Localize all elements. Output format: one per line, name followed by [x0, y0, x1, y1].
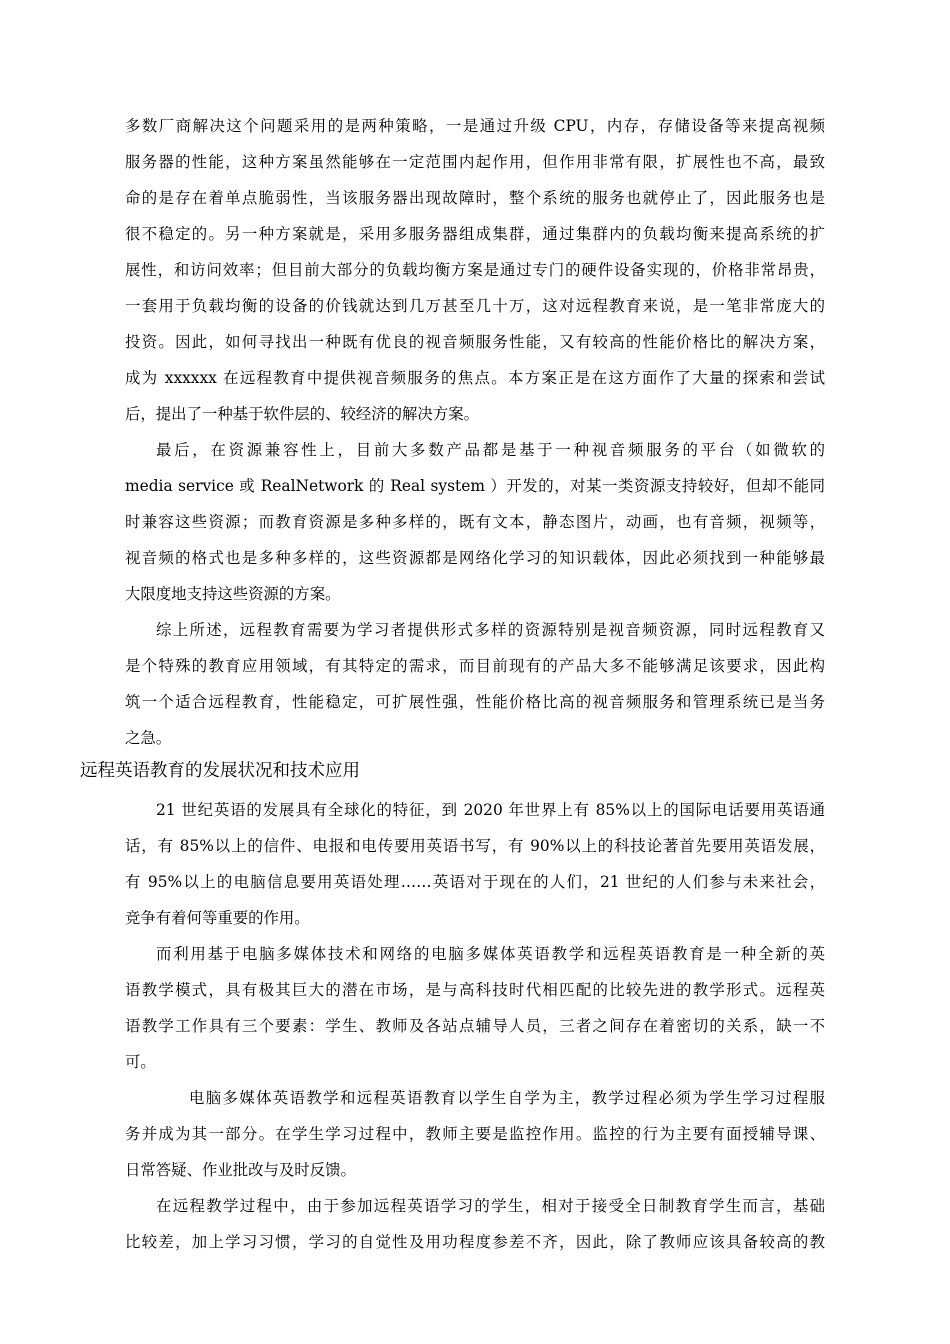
text-line: 电脑多媒体英语教学和远程英语教育以学生自学为主，教学过程必须为学生学习过程服	[189, 1089, 825, 1107]
text-line: media service 或 RealNetwork 的 Real system ）开发的，对某一类资源支持较好，但却不能同	[125, 477, 825, 495]
text-line: 之急。	[125, 729, 172, 747]
text-line: 多数厂商解决这个问题采用的是两种策略，一是通过升级 CPU，内存，存储设备等来提高视频	[125, 117, 825, 135]
text-line: 筑一个适合远程教育，性能稳定，可扩展性强，性能价格比高的视音频服务和管理系统已是当务	[125, 693, 825, 711]
text-line: 而利用基于电脑多媒体技术和网络的电脑多媒体英语教学和远程英语教育是一种全新的英	[156, 945, 825, 963]
text-line: 很不稳定的。另一种方案就是，采用多服务器组成集群，通过集群内的负载均衡来提高系统的扩	[125, 225, 825, 243]
text-line: 语教学工作具有三个要素：学生、教师及各站点辅导人员，三者之间存在着密切的关系，缺一不	[125, 1017, 825, 1035]
text-line: 最后，在资源兼容性上，目前大多数产品都是基于一种视音频服务的平台（如微软的	[156, 441, 825, 459]
text-line: 时兼容这些资源；而教育资源是多种多样的，既有文本，静态图片，动画，也有音频，视频等，	[125, 513, 825, 531]
text-line: 在远程教学过程中，由于参加远程英语学习的学生，相对于接受全日制教育学生而言，基础	[156, 1197, 825, 1215]
text-line: 命的是存在着单点脆弱性，当该服务器出现故障时，整个系统的服务也就停止了，因此服务也是	[125, 189, 825, 207]
section-heading: 远程英语教育的发展状况和技术应用	[80, 761, 360, 781]
text-line: 有 95%以上的电脑信息要用英语处理……英语对于现在的人们，21 世纪的人们参与未来社会，	[125, 873, 825, 891]
text-line: 服务器的性能，这种方案虽然能够在一定范围内起作用，但作用非常有限，扩展性也不高，最致	[125, 153, 825, 171]
text-line: 是个特殊的教育应用领域，有其特定的需求，而目前现有的产品大多不能够满足该要求，因此构	[125, 657, 825, 675]
text-line: 成为 xxxxxx 在远程教育中提供视音频服务的焦点。本方案正是在这方面作了大量的探索和尝试	[125, 369, 825, 387]
text-line: 语教学模式，具有极其巨大的潜在市场，是与高科技时代相匹配的比较先进的教学形式。远程英	[125, 981, 825, 999]
text-line: 务并成为其一部分。在学生学习过程中，教师主要是监控作用。监控的行为主要有面授辅导课、	[125, 1125, 825, 1143]
text-line: 比较差，加上学习习惯，学习的自觉性及用功程度参差不齐，因此，除了教师应该具备较高的教	[125, 1233, 825, 1251]
text-line: 21 世纪英语的发展具有全球化的特征，到 2020 年世界上有 85%以上的国际电话要用英语通	[156, 801, 825, 819]
text-line: 展性，和访问效率；但目前大部分的负载均衡方案是通过专门的硬件设备实现的，价格非常昂贵，	[125, 261, 825, 279]
text-line: 话，有 85%以上的信件、电报和电传要用英语书写，有 90%以上的科技论著首先要用英语发展，	[125, 837, 825, 855]
text-line: 综上所述，远程教育需要为学习者提供形式多样的资源特别是视音频资源，同时远程教育又	[156, 621, 825, 639]
text-line: 后，提出了一种基于软件层的、较经济的解决方案。	[125, 405, 479, 423]
text-line: 可。	[125, 1053, 156, 1071]
text-line: 日常答疑、作业批改与及时反馈。	[125, 1161, 356, 1179]
text-line: 投资。因此，如何寻找出一种既有优良的视音频服务性能，又有较高的性能价格比的解决方案，	[125, 333, 825, 351]
text-line: 大限度地支持这些资源的方案。	[125, 585, 341, 603]
text-line: 竞争有着何等重要的作用。	[125, 909, 310, 927]
text-line: 视音频的格式也是多种多样的，这些资源都是网络化学习的知识载体，因此必须找到一种能够最	[125, 549, 825, 567]
text-line: 一套用于负载均衡的设备的价钱就达到几万甚至几十万，这对远程教育来说，是一笔非常庞大的	[125, 297, 825, 315]
